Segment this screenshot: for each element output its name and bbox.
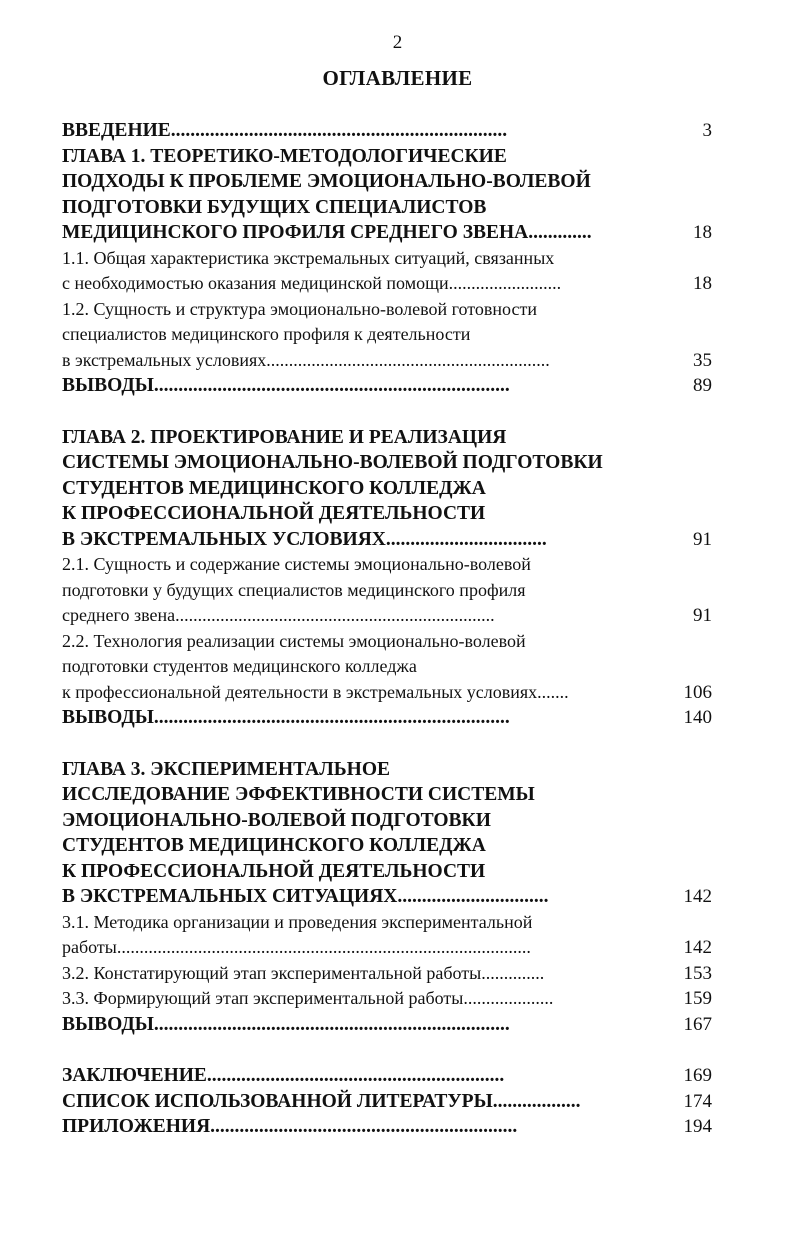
page-ref: 169 (683, 1065, 712, 1086)
toc-entry-section-1-2[interactable] (62, 297, 722, 374)
entry-line: СТУДЕНТОВ МЕДИЦИНСКОГО КОЛЛЕДЖА (62, 477, 486, 499)
toc-entry-introduction[interactable] (62, 118, 722, 144)
page-ref: 18 (693, 273, 712, 294)
entry-line: работы............................................................................................ (62, 937, 531, 957)
entry-line: подготовки студентов медицинского колледжа (62, 656, 417, 676)
toc-entry-conclusions-2[interactable] (62, 705, 722, 731)
toc-entry-section-2-1[interactable] (62, 552, 722, 629)
toc-entry-section-3-3[interactable] (62, 986, 722, 1012)
toc-entry-appendices[interactable] (62, 1114, 722, 1140)
page-ref: 140 (683, 707, 712, 728)
page-ref: 3 (702, 120, 712, 141)
entry-line: 3.2. Констатирующий этап экспериментальной работы.............. (62, 962, 545, 983)
entry-line: в экстремальных условиях............................................................... (62, 349, 550, 370)
toc-title: ОГЛАВЛЕНИЕ (322, 66, 473, 90)
page-ref: 91 (693, 528, 712, 550)
entry-line: 1.1. Общая характеристика экстремальных ситуаций, связанных (62, 247, 555, 268)
page-ref: 142 (683, 886, 712, 907)
entry-line: В ЭКСТРЕМАЛЬНЫХ УСЛОВИЯХ................................. (62, 528, 547, 550)
page-number: 2 (392, 32, 403, 53)
toc-entry-references[interactable] (62, 1089, 722, 1115)
toc-entry-section-2-2[interactable] (62, 629, 722, 706)
page-ref: 91 (693, 605, 712, 626)
toc-entry-conclusions-1[interactable] (62, 373, 722, 399)
entry-line: с необходимостью оказания медицинской помощи......................... (62, 273, 562, 293)
toc-entry-chapter-1[interactable] (62, 144, 722, 246)
entry-line: СТУДЕНТОВ МЕДИЦИНСКОГО КОЛЛЕДЖА (62, 835, 486, 856)
toc-entry-conclusion[interactable] (62, 1063, 722, 1089)
entry-line: 2.1. Сущность и содержание системы эмоционально-волевой (62, 554, 531, 574)
entry-line: СИСТЕМЫ ЭМОЦИОНАЛЬНО-ВОЛЕВОЙ ПОДГОТОВКИ (62, 452, 603, 473)
page-ref: 89 (693, 375, 712, 396)
entry-line: МЕДИЦИНСКОГО ПРОФИЛЯ СРЕДНЕГО ЗВЕНА............. (62, 222, 592, 243)
page-ref: 153 (683, 962, 712, 984)
spacer (62, 731, 722, 757)
toc-entry-section-1-1[interactable] (62, 246, 722, 297)
entry-line: ГЛАВА 1. ТЕОРЕТИКО-МЕТОДОЛОГИЧЕСКИЕ (62, 145, 507, 167)
entry-line: ВВЕДЕНИЕ..................................................................... (62, 120, 508, 141)
page-ref: 35 (693, 349, 712, 371)
entry-line: ГЛАВА 3. ЭКСПЕРИМЕНТАЛЬНОЕ (62, 758, 390, 780)
entry-line: ПОДГОТОВКИ БУДУЩИХ СПЕЦИАЛИСТОВ (62, 196, 487, 218)
toc-entry-chapter-3[interactable] (62, 757, 722, 910)
entry-line: подготовки у будущих специалистов медицинского профиля (62, 579, 526, 600)
toc-entry-conclusions-3[interactable] (62, 1012, 722, 1038)
page-ref: 106 (683, 681, 712, 703)
entry-line: 1.2. Сущность и структура эмоционально-волевой готовности (62, 298, 537, 319)
toc-entry-section-3-1[interactable] (62, 910, 722, 961)
entry-line: К ПРОФЕССИОНАЛЬНОЙ ДЕЯТЕЛЬНОСТИ (62, 860, 486, 882)
entry-line: специалистов медицинского профиля к деятельности (62, 324, 471, 344)
entry-line: 3.3. Формирующий этап экспериментальной работы.................... (62, 988, 554, 1008)
page-ref: 159 (683, 988, 712, 1009)
page-ref: 18 (693, 222, 712, 243)
page-ref: 167 (683, 1013, 712, 1035)
entry-line: К ПРОФЕССИОНАЛЬНОЙ ДЕЯТЕЛЬНОСТИ (62, 503, 486, 524)
entry-line: ЗАКЛЮЧЕНИЕ............................................................. (62, 1065, 505, 1086)
entry-line: ГЛАВА 2. ПРОЕКТИРОВАНИЕ И РЕАЛИЗАЦИЯ (62, 426, 507, 448)
entry-line: ИССЛЕДОВАНИЕ ЭФФЕКТИВНОСТИ СИСТЕМЫ (62, 784, 535, 805)
page-ref: 194 (683, 1116, 712, 1137)
entry-line: В ЭКСТРЕМАЛЬНЫХ СИТУАЦИЯХ............................... (62, 886, 549, 907)
page-ref: 174 (683, 1090, 712, 1112)
entry-line: 3.1. Методика организации и проведения экспериментальной (62, 911, 533, 932)
spacer (62, 1037, 722, 1063)
entry-line: ВЫВОДЫ......................................................................... (62, 375, 510, 396)
entry-line: СПИСОК ИСПОЛЬЗОВАННОЙ ЛИТЕРАТУРЫ.................. (62, 1090, 581, 1112)
entry-line: ПРИЛОЖЕНИЯ............................................................... (62, 1116, 518, 1137)
entry-line: 2.2. Технология реализации системы эмоционально-волевой (62, 630, 526, 651)
entry-line: среднего звена....................................................................... (62, 605, 495, 625)
entry-line: ПОДХОДЫ К ПРОБЛЕМЕ ЭМОЦИОНАЛЬНО-ВОЛЕВОЙ (62, 171, 591, 192)
page-ref: 142 (683, 937, 712, 958)
entry-line: ВЫВОДЫ......................................................................... (62, 1013, 510, 1035)
spacer (62, 399, 722, 425)
toc-entry-chapter-2[interactable] (62, 425, 722, 553)
entry-line: к профессиональной деятельности в экстремальных условиях....... (62, 681, 569, 702)
toc-entry-section-3-2[interactable] (62, 961, 722, 987)
entry-line: ЭМОЦИОНАЛЬНО-ВОЛЕВОЙ ПОДГОТОВКИ (62, 809, 491, 831)
table-of-contents (62, 118, 722, 1140)
entry-line: ВЫВОДЫ......................................................................... (62, 707, 510, 728)
